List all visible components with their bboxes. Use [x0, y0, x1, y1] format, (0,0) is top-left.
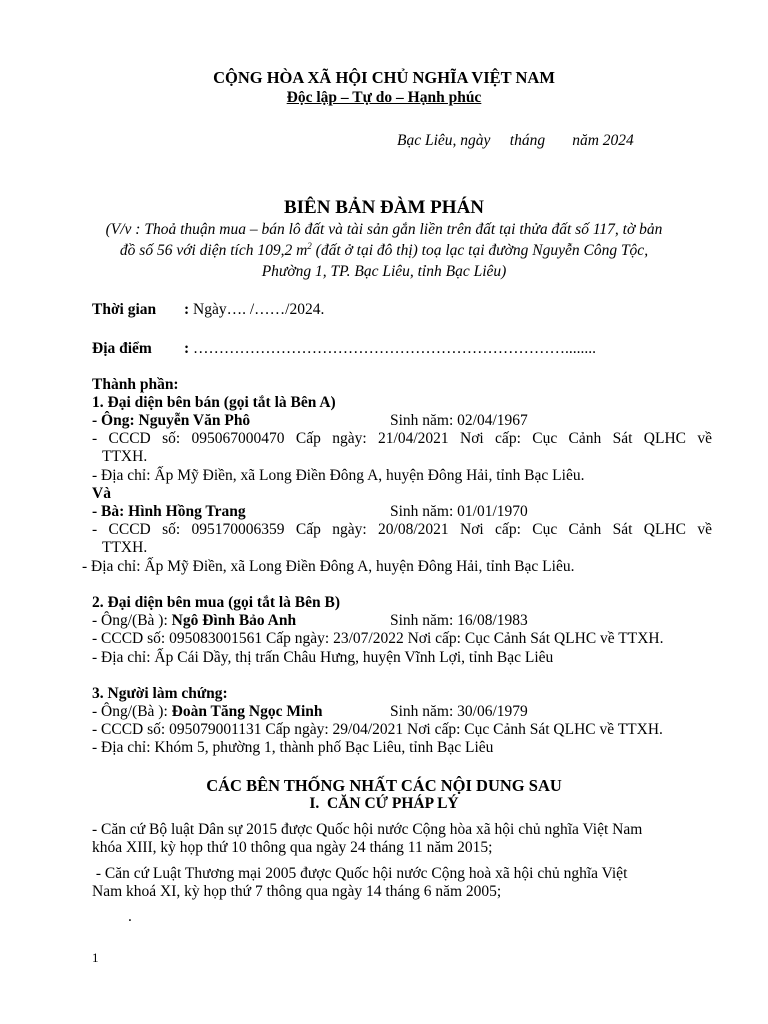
- buyer-birth: Sinh năm: 16/08/1983: [390, 612, 528, 629]
- subject-line-2: đồ số 56 với diện tích 109,2 $m^2$ (đất ở tại đô thị) toạ lạc tại đường Nguyễn Công Tộc,: [119, 241, 649, 259]
- seller-2-id-cont: TTXH.: [102, 539, 148, 556]
- seller-2-name: - Bà: Hình Hồng Trang: [92, 503, 246, 520]
- buyer-address: - Địa chỉ: Ấp Cái Dầy, thị trấn Châu Hưng, huyện Vĩnh Lợi, tỉnh Bạc Liêu: [92, 649, 554, 666]
- place-label: Địa điểm: [92, 340, 152, 357]
- seller-heading: 1. Đại diện bên bán (gọi tắt là Bên A): [92, 394, 336, 411]
- buyer-name: - Ông/(Bà ): Ngô Đình Bảo Anh: [92, 612, 297, 629]
- place-date: Bạc Liêu, ngày tháng năm 2024: [397, 132, 634, 149]
- legal-basis-1-line-2: khóa XIII, kỳ họp thứ 10 thông qua ngày 24 tháng 11 năm 2015;: [92, 839, 493, 856]
- seller-1-name: - Ông: Nguyễn Văn Phô: [92, 412, 251, 429]
- and-label: Và: [92, 485, 111, 502]
- subject-line-3: Phường 1, TP. Bạc Liêu, tỉnh Bạc Liêu): [261, 263, 507, 280]
- witness-heading: 3. Người làm chứng:: [92, 685, 228, 702]
- section-1-heading: I. CĂN CỨ PHÁP LÝ: [309, 795, 459, 812]
- legal-basis-1-line-1: - Căn cứ Bộ luật Dân sự 2015 được Quốc hội nước Cộng hòa xã hội chủ nghĩa Việt Nam: [92, 821, 643, 838]
- legal-basis-2-line-2: Nam khoá XI, kỳ họp thứ 7 thông qua ngày 14 tháng 6 năm 2005;: [92, 883, 502, 900]
- seller-1-address: - Địa chỉ: Ấp Mỹ Điền, xã Long Điền Đông A, huyện Đông Hải, tỉnh Bạc Liêu.: [92, 467, 585, 484]
- legal-basis-2-line-1: - Căn cứ Luật Thương mại 2005 được Quốc hội nước Cộng hoà xã hội chủ nghĩa Việt: [92, 865, 628, 882]
- seller-1-id: - CCCD số: 095067000470 Cấp ngày: 21/04/2021 Nơi cấp: Cục Cảnh Sát QLHC về: [92, 430, 712, 447]
- witness-id: - CCCD số: 095079001131 Cấp ngày: 29/04/2021 Nơi cấp: Cục Cảnh Sát QLHC về TTXH.: [92, 721, 663, 738]
- seller-2-id: - CCCD số: 095170006359 Cấp ngày: 20/08/2021 Nơi cấp: Cục Cảnh Sát QLHC về: [92, 521, 712, 538]
- trailing-dot: .: [128, 908, 132, 925]
- participants-heading: Thành phần:: [92, 376, 179, 393]
- time-field: : Ngày…. /……/2024.: [184, 301, 325, 318]
- witness-birth: Sinh năm: 30/06/1979: [390, 703, 528, 720]
- buyer-id: - CCCD số: 095083001561 Cấp ngày: 23/07/2022 Nơi cấp: Cục Cảnh Sát QLHC về TTXH.: [92, 630, 664, 647]
- subject-line-1: (V/v : Thoả thuận mua – bán lô đất và tài sản gắn liền trên đất tại thửa đất số 117, tờ bản: [105, 221, 663, 238]
- seller-2-address: - Địa chỉ: Ấp Mỹ Điền, xã Long Điền Đông A, huyện Đông Hải, tỉnh Bạc Liêu.: [82, 558, 575, 575]
- seller-2-birth: Sinh năm: 01/01/1970: [390, 503, 528, 520]
- witness-address: - Địa chỉ: Khóm 5, phường 1, thành phố Bạc Liêu, tỉnh Bạc Liêu: [92, 739, 494, 756]
- page-number: 1: [92, 950, 99, 965]
- document-title: BIÊN BẢN ĐÀM PHÁN: [283, 197, 485, 218]
- motto: Độc lập – Tự do – Hạnh phúc: [286, 89, 482, 106]
- witness-name: - Ông/(Bà ): Đoàn Tăng Ngọc Minh: [92, 703, 323, 720]
- buyer-heading: 2. Đại diện bên mua (gọi tắt là Bên B): [92, 594, 341, 611]
- seller-1-id-cont: TTXH.: [102, 448, 148, 465]
- national-title: CỘNG HÒA XÃ HỘI CHỦ NGHĨA VIỆT NAM: [213, 68, 555, 87]
- agreement-heading: CÁC BÊN THỐNG NHẤT CÁC NỘI DUNG SAU: [206, 776, 562, 795]
- place-field: : ………………………………………………………………........: [184, 340, 597, 357]
- seller-1-birth: Sinh năm: 02/04/1967: [390, 412, 528, 429]
- time-label: Thời gian: [92, 301, 157, 318]
